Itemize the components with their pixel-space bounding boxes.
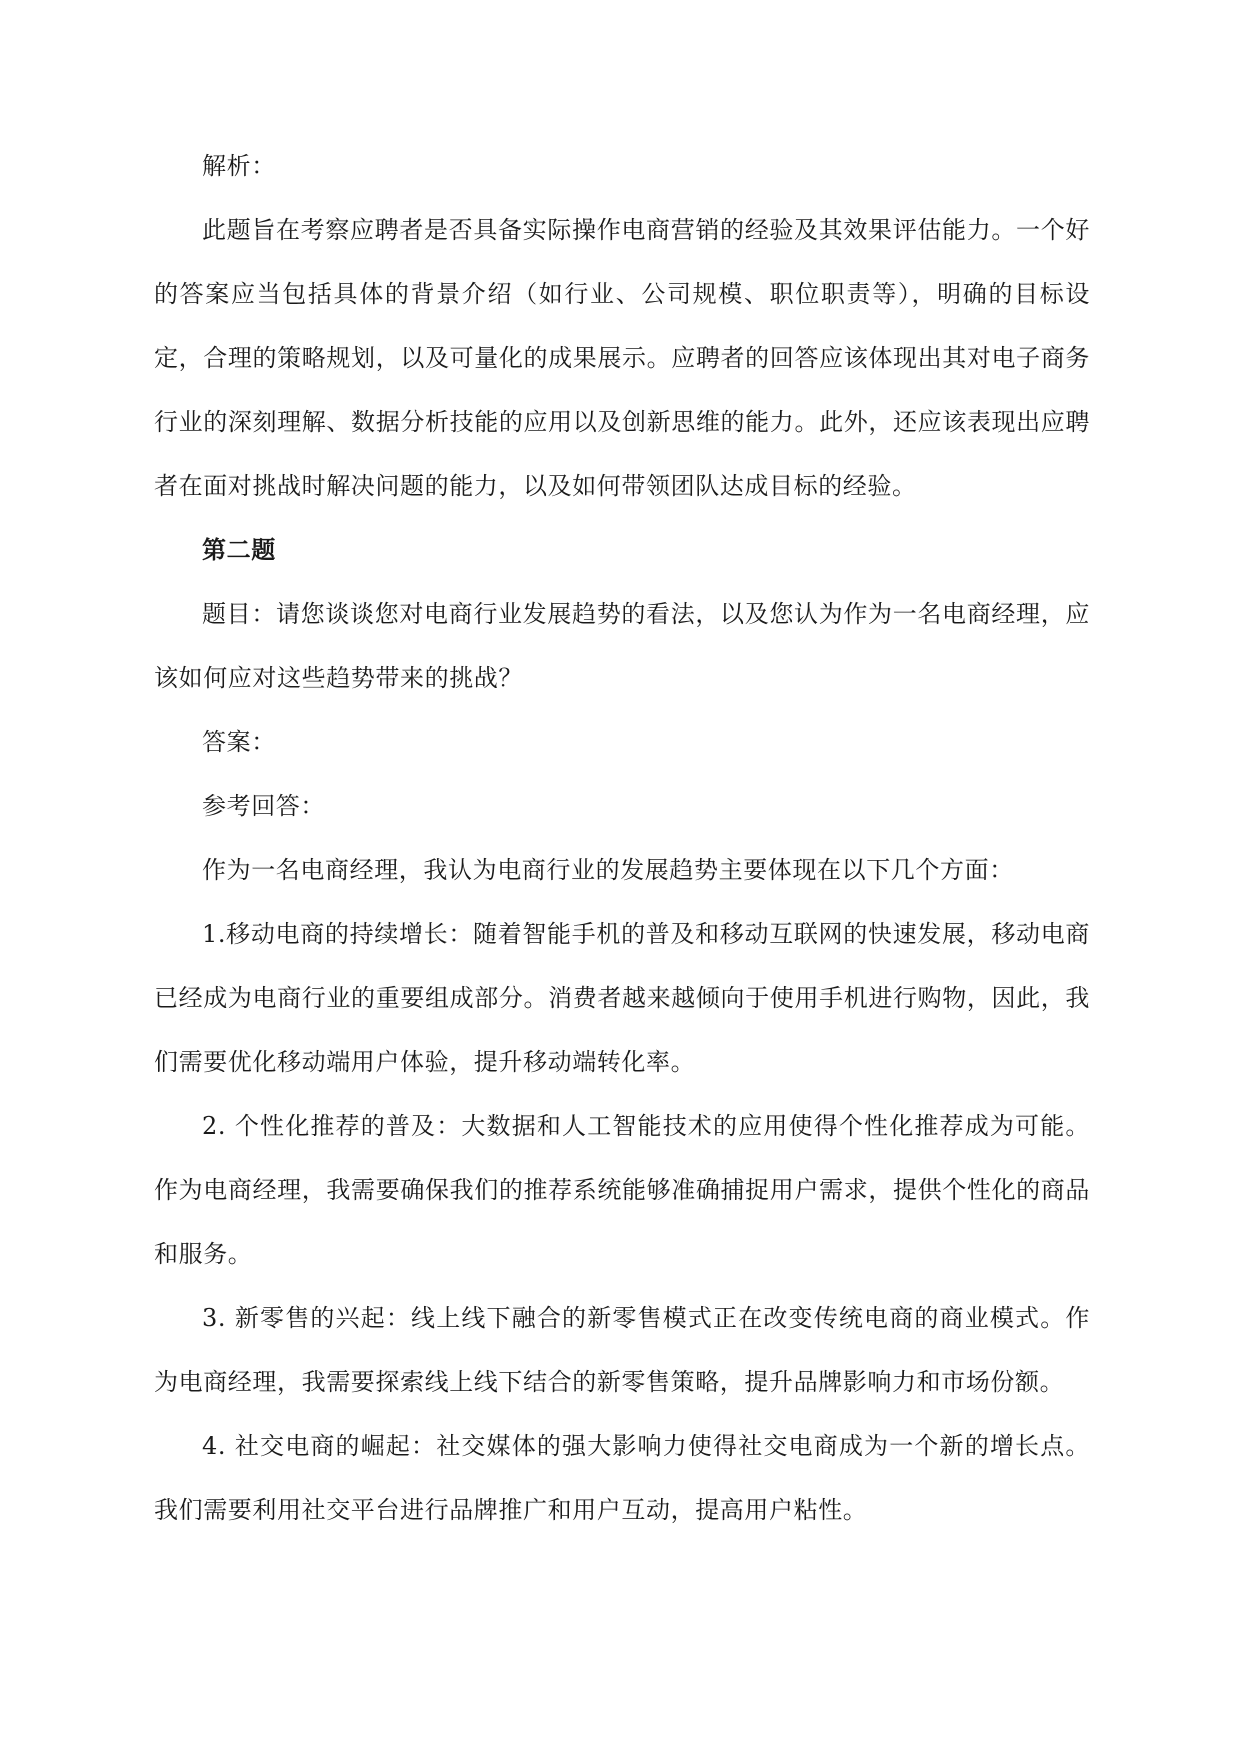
answer-label: 答案：	[202, 728, 276, 756]
analysis-label: 解析：	[202, 152, 276, 180]
question-paragraph: 题目：请您谈谈您对电商行业发展趋势的看法，以及您认为作为一名电商经理，应该如何应对这些趋势带来的挑战？	[154, 600, 1090, 692]
trend-point-2: 2. 个性化推荐的普及：大数据和人工智能技术的应用使得个性化推荐成为可能。作为电商经理，我需要确保我们的推荐系统能够准确捕捉用户需求，提供个性化的商品和服务。	[154, 1112, 1090, 1268]
trend-point-1: 1.移动电商的持续增长：随着智能手机的普及和移动互联网的快速发展，移动电商已经成为电商行业的重要组成部分。消费者越来越倾向于使用手机进行购物，因此，我们需要优化移动端用户体验，提升移动端转化率。	[154, 920, 1090, 1076]
document-body	[154, 134, 1090, 1542]
section-heading: 第二题	[202, 536, 276, 564]
trend-point-4: 4. 社交电商的崛起：社交媒体的强大影响力使得社交电商成为一个新的增长点。我们需要利用社交平台进行品牌推广和用户互动，提高用户粘性。	[154, 1432, 1090, 1524]
reference-answer-label: 参考回答：	[202, 792, 325, 820]
intro-paragraph: 作为一名电商经理，我认为电商行业的发展趋势主要体现在以下几个方面：	[202, 856, 1014, 884]
trend-point-3: 3. 新零售的兴起：线上线下融合的新零售模式正在改变传统电商的商业模式。作为电商经理，我需要探索线上线下结合的新零售策略，提升品牌影响力和市场份额。	[154, 1304, 1090, 1396]
analysis-paragraph: 此题旨在考察应聘者是否具备实际操作电商营销的经验及其效果评估能力。一个好的答案应当包括具体的背景介绍（如行业、公司规模、职位职责等），明确的目标设定，合理的策略规划，以及可量化的成果展示。应聘者的回答应该体现出其对电子商务行业的深刻理解、数据分析技能的应用以及创新思维的能力。此外，还应该表现出应聘者在面对挑战时解决问题的能力，以及如何带领团队达成目标的经验。	[154, 216, 1090, 500]
